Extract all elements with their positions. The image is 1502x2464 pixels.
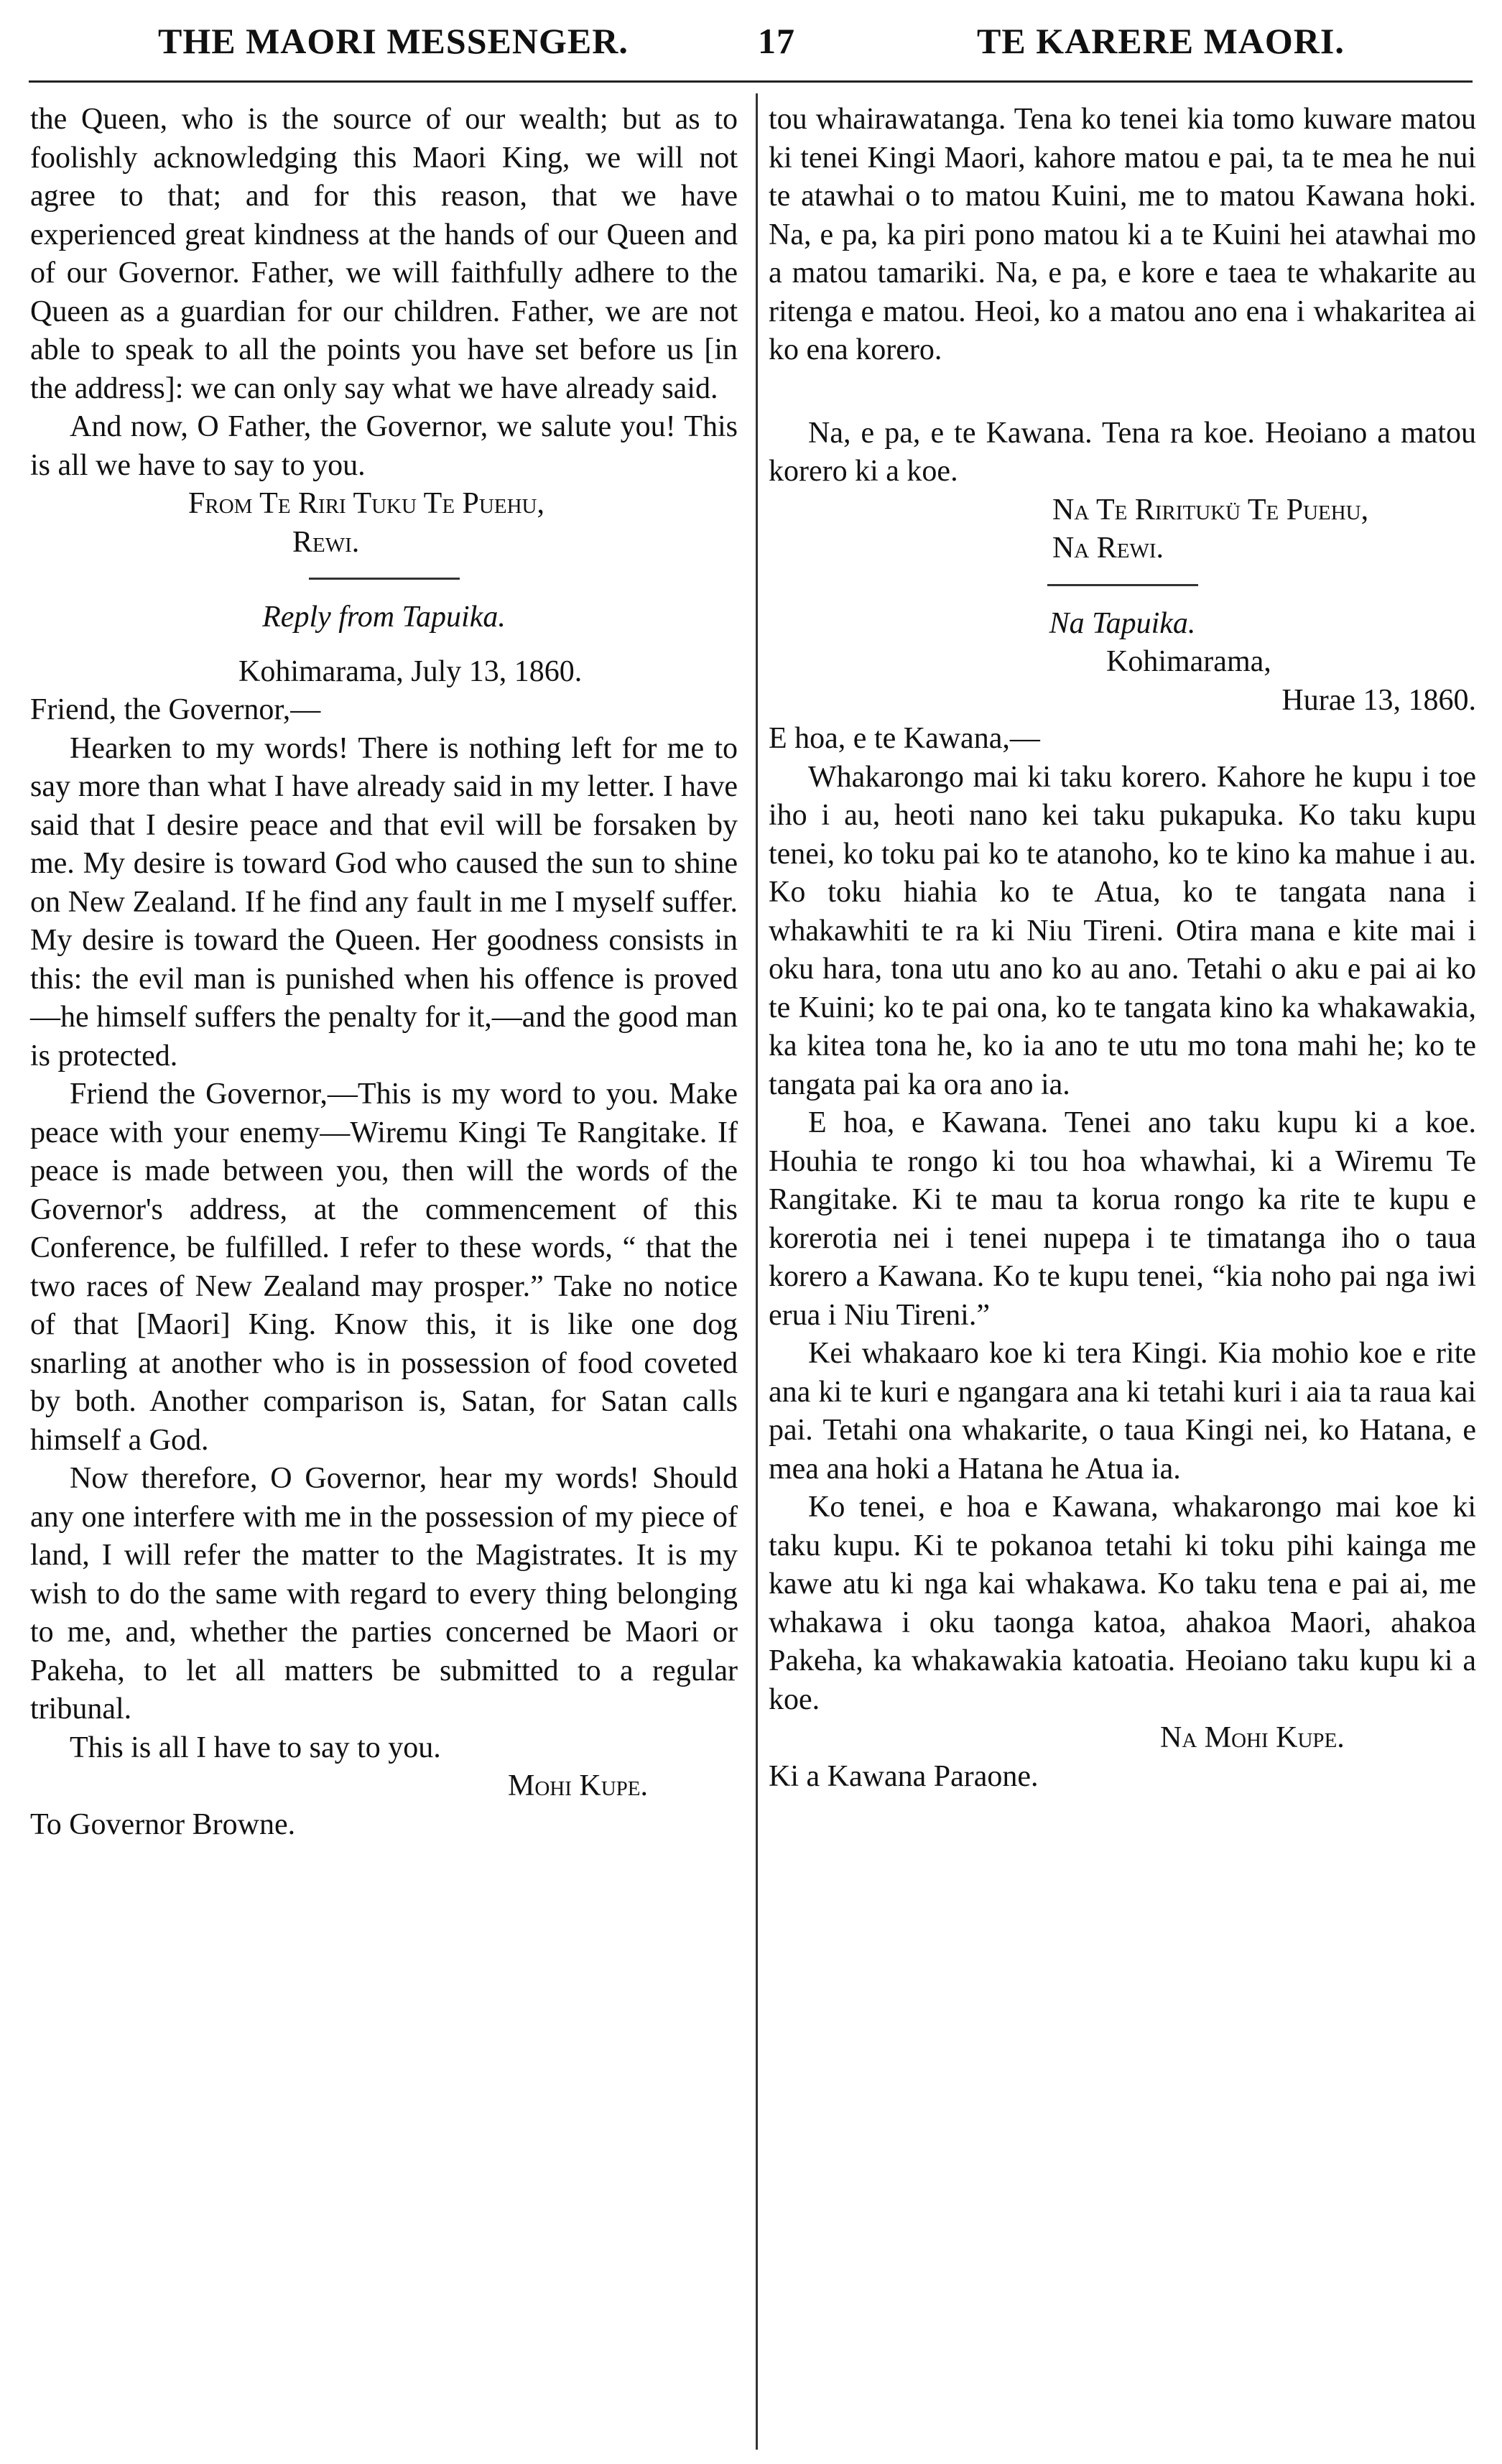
maori-salute-paragraph: Na, e pa, e te Kawana. Tena ra koe. Heoiano a matou korero ki a koe.	[769, 416, 1476, 488]
english-paragraph-3: Now therefore, O Governor, hear my words! Should any one interfere with me in the possession of my piece of land, I will refer the matter to the Magistrates. It is my wish to do the same with regard to every thing belonging to me, and, whether the parties concerned be Maori or Pakeha, to let all matters be submitted to a regular tribunal.	[30, 1462, 738, 1726]
english-dateline: Kohimarama, July 13, 1860.	[238, 654, 583, 688]
page-number: 17	[758, 21, 795, 61]
maori-paragraph-1: Whakarongo mai ki taku korero. Kahore he kupu i toe iho i au, heoti nano kei taku pukapuka. Ko taku kupu tenei, ko toku pai ko te atanoho, ko te kino ka mahue i au. Ko toku hiahia ko te Atua, ko te tangata nana i whakawhiti te ra ki Niu Tireni. Otira mana e kite mai i oku hara, tona utu ano ko au ano. Tetahi o aku e pai ai ko te Kuini; ko te pai ona, ko te tangata kino ka whakawakia, ka kitea tona he, ko ia ano te utu mo tona mahi he; ko te tangata pai ka ora ano ia.	[769, 760, 1476, 1101]
english-from-line: From Te Riri Tuku Te Puehu,	[188, 487, 544, 520]
english-opening-paragraph: the Queen, who is the source of our wealth; but as to foolishly acknowledging this Maori King, we will not agree to that; and for this reason, that we have experienced great kindness at the hands of our Queen and of our Governor. Father, we will faithfully adhere to the Queen as a guardian for our children. Father, we are not able to speak to all the points you have set before us [in the address]: we can only say what we have already said.	[30, 103, 738, 405]
english-paragraph-4: This is all I have to say to you.	[70, 1731, 441, 1764]
maori-salutation: E hoa, e te Kawana,—	[769, 722, 1040, 755]
maori-address: Ki a Kawana Paraone.	[769, 1759, 1039, 1793]
maori-opening-paragraph: tou whairawatanga. Tena ko tenei kia tomo kuware matou ki tenei Kingi Maori, kahore matou e pai, ta te mea he nui te atawhai o to matou Kuini, me to matou Kawana hoki. Na, e pa, ka piri pono matou ki a te Kuini hei atawhai mo a matou tamariki. Na, e pa, e kore e taea te whakarite au ritenga e matou. Heoi, ko a matou ano ena i whakaritea ai ko ena korero.	[769, 103, 1476, 366]
maori-dateline-place: Kohimarama,	[1106, 645, 1271, 678]
english-address: To Governor Browne.	[30, 1807, 296, 1841]
maori-paragraph-2: E hoa, e Kawana. Tenei ano taku kupu ki a koe. Houhia te rongo ki tou hoa whawhai, ki a Wiremu Te Rangitake. Ki te mau ta korua rongo ka rite te kupu e korerotia nei i tenei nupepa i te timatanga iho o taua korero a Kawana. Ko te kupu tenei, “kia noho pai nga iwi erua i Niu Tireni.”	[769, 1106, 1476, 1332]
maori-reply-heading: Na Tapuika.	[1049, 606, 1196, 640]
english-paragraph-1: Hearken to my words! There is nothing left for me to say more than what I have already said in my letter. I have said that I desire peace and that evil will be forsaken by me. My desire is toward God who caused the sun to shine on New Zealand. If he find any fault in me I myself suffer. My desire is toward the Queen. Her goodness consists in this: the evil man is punished when his offence is proved—he himself suffers the penalty for it,—and the good man is protected.	[30, 731, 738, 1073]
column-divider	[756, 93, 758, 2450]
maori-signature: Na Mohi Kupe.	[1160, 1721, 1345, 1754]
english-column	[30, 101, 738, 1844]
maori-dateline-date: Hurae 13, 1860.	[1281, 683, 1476, 717]
english-salute-paragraph: And now, O Father, the Governor, we salute you! This is all we have to say to you.	[30, 410, 738, 482]
maori-column	[769, 101, 1476, 1796]
english-from-name: Rewi.	[292, 525, 360, 559]
maori-from-name: Na Rewi.	[1052, 532, 1164, 565]
english-reply-heading: Reply from Tapuika.	[262, 601, 506, 634]
english-section-separator	[309, 578, 460, 580]
maori-paragraph-4: Ko tenei, e hoa e Kawana, whakarongo mai koe ki taku kupu. Ki te pokanoa tetahi ki toku pihi kainga me kawe atu ki nga kai whakawa. Ko taku tena e pai ai, me whakawa i oku taonga katoa, ahakoa Maori, ahakoa Pakeha, ka whakawakia katoatia. Heoiano taku kupu ki a koe.	[769, 1491, 1476, 1716]
page-header	[29, 20, 1473, 78]
maori-from-line: Na Te Riritukü Te Puehu,	[1052, 493, 1369, 527]
header-maori-title: TE KARERE MAORI.	[977, 21, 1345, 61]
maori-paragraph-3: Kei whakaaro koe ki tera Kingi. Kia mohio koe e rite ana ki te kuri e ngangara ana ki tetahi kuri i aia ta raua kai pai. Tetahi ona whakarite, o taua Kingi nei, ko Hatana, e mea ana hoki a Hatana he Atua ia.	[769, 1337, 1476, 1486]
header-rule	[29, 80, 1473, 83]
english-salutation: Friend, the Governor,—	[30, 693, 321, 726]
english-paragraph-2: Friend the Governor,—This is my word to you. Make peace with your enemy—Wiremu Kingi Te Rangitake. If peace is made between you, then will the words of the Governor's address, at the commencement of this Conference, be fulfilled. I refer to these words, “ that the two races of New Zealand may prosper.” Take no notice of that [Maori] King. Know this, it is like one dog snarling at another who is in possession of food coveted by both. Another comparison is, Satan, for Satan calls himself a God.	[30, 1078, 738, 1457]
english-signature: Mohi Kupe.	[508, 1769, 649, 1802]
maori-section-separator	[1047, 584, 1198, 586]
header-english-title: THE MAORI MESSENGER.	[158, 21, 629, 61]
